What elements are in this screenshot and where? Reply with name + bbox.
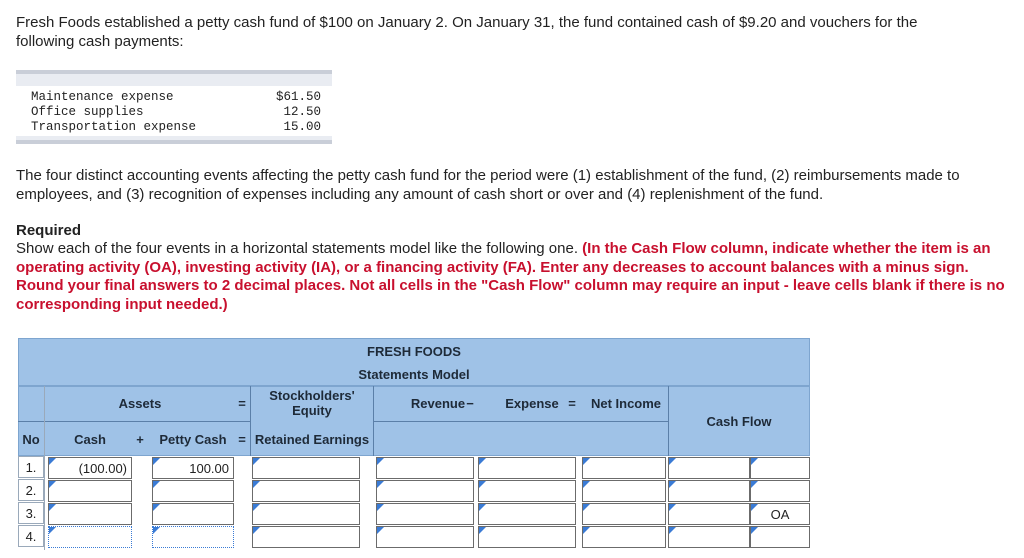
input-marker-icon	[253, 458, 260, 465]
revenue-header: Revenue	[410, 395, 466, 411]
revenue-input[interactable]	[376, 480, 474, 502]
input-marker-icon	[377, 527, 384, 534]
expense-table	[16, 70, 332, 144]
row-number: 2.	[18, 479, 44, 501]
net-income-input[interactable]	[582, 503, 666, 525]
expense-row	[31, 105, 321, 120]
expense-amount: 15.00	[283, 120, 321, 134]
input-marker-icon	[583, 481, 590, 488]
assets-header: Assets	[118, 395, 162, 411]
expense-input[interactable]	[478, 526, 576, 548]
row-number: 4.	[18, 525, 44, 547]
petty-cash-input[interactable]	[152, 503, 234, 525]
input-marker-icon	[669, 481, 676, 488]
input-marker-icon	[583, 458, 590, 465]
input-value: (100.00)	[78, 460, 127, 476]
revenue-input[interactable]	[376, 457, 474, 479]
input-marker-icon	[153, 504, 160, 511]
model-row	[18, 525, 810, 548]
input-marker-icon	[669, 504, 676, 511]
cash-flow-act-input[interactable]	[750, 457, 810, 479]
cash-input[interactable]	[48, 503, 132, 525]
retained-input[interactable]	[252, 457, 360, 479]
petty-cash-input[interactable]	[152, 457, 234, 479]
equals-sign: =	[238, 395, 246, 411]
input-marker-icon	[669, 458, 676, 465]
retained-input[interactable]	[252, 526, 360, 548]
required-text	[16, 240, 1006, 314]
statements-model	[18, 338, 810, 550]
input-marker-icon	[751, 458, 758, 465]
input-marker-icon	[153, 458, 160, 465]
net-income-input[interactable]	[582, 457, 666, 479]
required-body: Show each of the four events in a horizontal statements model like the following one.	[16, 240, 578, 257]
expense-amount: $61.50	[275, 90, 321, 104]
cash-flow-amt-input[interactable]	[668, 503, 750, 525]
input-marker-icon	[751, 527, 758, 534]
expense-input[interactable]	[478, 457, 576, 479]
net-income-header: Net Income	[590, 395, 662, 411]
expense-input[interactable]	[478, 480, 576, 502]
cash-flow-amt-input[interactable]	[668, 480, 750, 502]
input-marker-icon	[49, 504, 56, 511]
row-number: 1.	[18, 456, 44, 478]
input-value: 100.00	[189, 460, 229, 476]
intro-text: Fresh Foods established a petty cash fund of $100 on January 2. On January 31, the fund contained cash of $9.20 and vouchers for the following cash payments:	[16, 14, 918, 50]
input-marker-icon	[377, 504, 384, 511]
net-income-input[interactable]	[582, 526, 666, 548]
stockholders-equity-header: Stockholders' Equity	[269, 388, 355, 418]
model-row	[18, 502, 810, 525]
input-marker-icon	[49, 458, 56, 465]
cash-input[interactable]	[48, 457, 132, 479]
no-header: No	[22, 431, 40, 447]
retained-input[interactable]	[252, 480, 360, 502]
events-text: The four distinct accounting events affecting the petty cash fund for the period were (1) establishment of the fund, (2) reimbursements made to employees, and (3) recognition of expenses including any amount of cash short or over and (4) replenishment of the fund.	[16, 167, 960, 203]
input-marker-icon	[583, 527, 590, 534]
input-marker-icon	[751, 481, 758, 488]
input-marker-icon	[479, 481, 486, 488]
retained-earnings-header: Retained Earnings	[254, 431, 370, 447]
input-marker-icon	[583, 504, 590, 511]
expense-amount: 12.50	[283, 105, 321, 119]
input-marker-icon	[377, 481, 384, 488]
company-name: FRESH FOODS	[367, 343, 461, 359]
input-marker-icon	[669, 527, 676, 534]
revenue-input[interactable]	[376, 526, 474, 548]
input-marker-icon	[751, 504, 758, 511]
model-row	[18, 479, 810, 502]
cash-flow-act-input[interactable]	[750, 480, 810, 502]
input-value: OA	[770, 506, 790, 522]
input-marker-icon	[479, 504, 486, 511]
equals-sign: =	[238, 431, 246, 447]
required-title: Required	[16, 222, 82, 239]
model-subtitle: Statements Model	[358, 366, 470, 382]
net-income-input[interactable]	[582, 480, 666, 502]
input-marker-icon	[49, 481, 56, 488]
input-marker-icon	[377, 458, 384, 465]
cash-flow-act-input[interactable]	[750, 526, 810, 548]
expense-header: Expense	[505, 395, 559, 411]
cash-flow-header: Cash Flow	[706, 413, 772, 429]
input-marker-icon	[253, 504, 260, 511]
input-marker-icon	[253, 527, 260, 534]
revenue-input[interactable]	[376, 503, 474, 525]
model-row	[18, 456, 810, 479]
petty-cash-header: Petty Cash	[159, 431, 227, 447]
expense-row	[31, 120, 321, 135]
plus-sign: +	[136, 431, 144, 447]
row-number: 3.	[18, 502, 44, 524]
cash-input[interactable]	[48, 480, 132, 502]
input-marker-icon	[153, 481, 160, 488]
petty-cash-input[interactable]	[152, 526, 234, 548]
input-marker-icon	[49, 527, 56, 534]
cash-input[interactable]	[48, 526, 132, 548]
input-marker-icon	[479, 458, 486, 465]
input-marker-icon	[479, 527, 486, 534]
cash-header: Cash	[74, 431, 106, 447]
expense-row	[31, 90, 321, 105]
equals-sign: =	[568, 395, 576, 411]
cash-flow-amt-input[interactable]	[668, 457, 750, 479]
cash-flow-amt-input[interactable]	[668, 526, 750, 548]
input-marker-icon	[253, 481, 260, 488]
petty-cash-input[interactable]	[152, 480, 234, 502]
minus-sign: −	[466, 395, 474, 411]
required-instruction: (In the Cash Flow column, indicate whether the item is an operating activity (OA), investing activity (IA), or a financing activity (FA). Enter any decreases to account balances with a minus sign. Round your final answers to 2 decimal places. Not all cells in the "Cash Flow" column may require an input - leave cells blank if there is no corresponding input needed.)	[16, 240, 1005, 313]
expense-label: Transportation expense	[31, 120, 197, 134]
retained-input[interactable]	[252, 503, 360, 525]
cash-flow-act-input[interactable]	[750, 503, 810, 525]
expense-label: Office supplies	[31, 105, 144, 119]
expense-input[interactable]	[478, 503, 576, 525]
input-marker-icon	[153, 527, 160, 534]
expense-label: Maintenance expense	[31, 90, 174, 104]
